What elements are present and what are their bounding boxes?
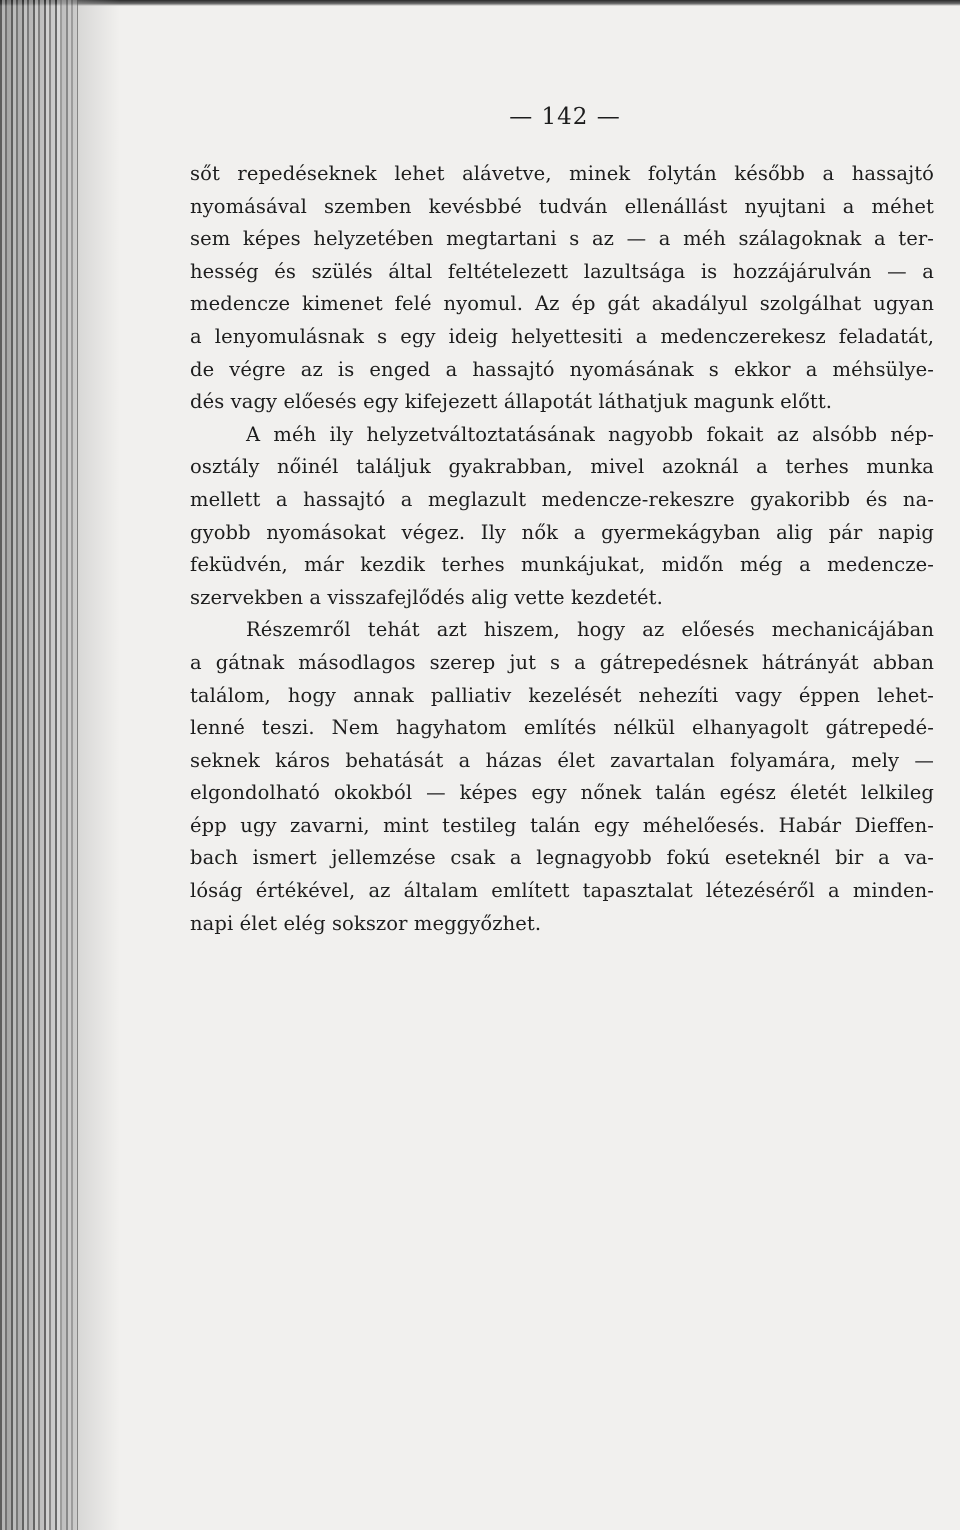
text-line: osztály nőinél találjuk gyakrabban, mivel azoknál a terhes munka	[190, 455, 934, 479]
page-top-edge	[0, 0, 960, 6]
text-line: találom, hogy annak palliativ kezelését nehezíti vagy éppen lehet-	[190, 683, 934, 707]
binding-fade	[60, 0, 120, 1530]
text-line: medencze kimenet felé nyomul. Az ép gát akadályul szolgálhat ugyan	[190, 292, 934, 316]
body-text	[190, 158, 934, 940]
text-line: seknek káros behatását a házas élet zavartalan folyamára, mely —	[190, 748, 934, 772]
text-line: feküdvén, már kezdik terhes munkájukat, midőn még a medencze-	[190, 553, 934, 577]
text-line: szervekben a visszafejlődés alig vette kezdetét.	[190, 585, 663, 609]
text-line: elgondolható okokból — képes egy nőnek talán egész életét lelkileg	[190, 781, 934, 805]
page-number: — 142 —	[509, 104, 621, 130]
text-line: sőt repedéseknek lehet alávetve, minek folytán később a hassajtó	[190, 162, 934, 185]
text-line: a gátnak másodlagos szerep jut s a gátrepedésnek hátrányát abban	[190, 650, 934, 674]
text-line: bach ismert jellemzése csak a legnagyobb fokú eseteknél bir a va-	[190, 846, 934, 870]
text-line: dés vagy előesés egy kifejezett állapotát láthatjuk magunk előtt.	[190, 390, 833, 414]
text-line: lenné teszi. Nem hagyhatom említés nélkül elhanyagolt gátrepedé-	[190, 716, 934, 740]
text-line: lóság értékével, az általam említett tapasztalat létezéséről a minden-	[190, 879, 934, 903]
text-line: Részemről tehát azt hiszem, hogy az előesés mechanicájában	[246, 618, 934, 642]
text-line: nyomásával szemben kevésbbé tudván ellenállást nyujtani a méhet	[190, 194, 934, 218]
text-line: napi élet elég sokszor meggyőzhet.	[190, 911, 542, 935]
text-line: A méh ily helyzetváltoztatásának nagyobb fokait az alsóbb nép-	[246, 422, 934, 446]
text-line: épp ugy zavarni, mint testileg talán egy méhelőesés. Habár Dieffen-	[190, 813, 934, 837]
text-line: sem képes helyzetében megtartani s az — a méh szálagoknak a ter-	[190, 227, 934, 251]
text-line: de végre az is enged a hassajtó nyomásának s ekkor a méhsülye-	[190, 357, 934, 381]
text-line: hesség és szülés által feltételezett lazultsága is hozzájárulván — a	[190, 259, 934, 283]
text-line: gyobb nyomásokat végez. Ily nők a gyermekágyban alig pár napig	[190, 520, 934, 544]
text-line: a lenyomulásnak s egy ideig helyettesiti a medenczerekesz feladatát,	[190, 324, 934, 348]
text-line: mellett a hassajtó a meglazult medencze-rekeszre gyakoribb és na-	[190, 487, 934, 511]
